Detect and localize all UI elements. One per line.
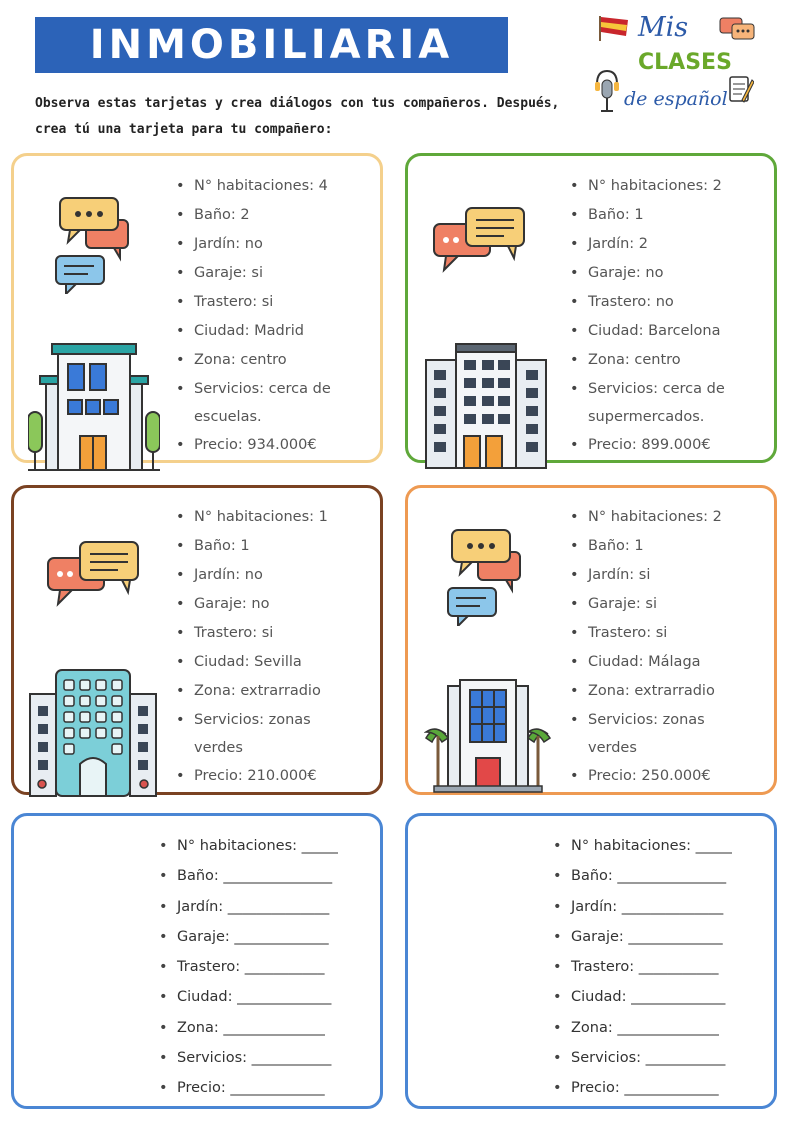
instructions-line-2: crea tú una tarjeta para tu compañero: bbox=[35, 122, 333, 137]
detail-garage: • Garaje: no bbox=[174, 590, 328, 619]
instructions bbox=[35, 91, 575, 143]
blank-services[interactable]: • Servicios: ___________ bbox=[157, 1043, 338, 1073]
blank-garage[interactable]: • Garaje: _____________ bbox=[157, 922, 338, 952]
property-card-madrid bbox=[11, 153, 383, 463]
blank-rooms[interactable]: • N° habitaciones: _____ bbox=[157, 831, 338, 861]
speech-bubbles-icon bbox=[46, 540, 142, 614]
detail-zone: • Zona: extrarradio bbox=[174, 677, 328, 706]
detail-price: • Precio: 250.000€ bbox=[568, 762, 722, 791]
detail-bathroom: • Baño: 1 bbox=[568, 532, 722, 561]
blank-price[interactable]: • Precio: _____________ bbox=[157, 1073, 338, 1103]
blank-price[interactable]: • Precio: _____________ bbox=[551, 1073, 732, 1103]
property-details-list bbox=[174, 503, 328, 791]
detail-services: • Servicios: zonas verdes bbox=[174, 706, 328, 762]
blank-card-right bbox=[405, 813, 777, 1109]
office-building-icon bbox=[28, 342, 160, 472]
detail-services: • Servicios: zonas verdes bbox=[568, 706, 722, 762]
instructions-line-1: Observa estas tarjetas y crea diálogos con tus compañeros. Después, bbox=[35, 96, 560, 111]
detail-rooms: • N° habitaciones: 2 bbox=[568, 503, 722, 532]
blank-zone[interactable]: • Zona: ______________ bbox=[157, 1013, 338, 1043]
logo-text-mis: Mis bbox=[638, 12, 689, 43]
blank-bathroom[interactable]: • Baño: _______________ bbox=[551, 861, 732, 891]
blank-bathroom[interactable]: • Baño: _______________ bbox=[157, 861, 338, 891]
detail-zone: • Zona: extrarradio bbox=[568, 677, 722, 706]
title-banner bbox=[35, 17, 508, 73]
detail-garage: • Garaje: no bbox=[568, 259, 725, 288]
detail-zone: • Zona: centro bbox=[568, 346, 725, 375]
logo-text-clases: CLASES bbox=[638, 50, 732, 75]
blank-garden[interactable]: • Jardín: ______________ bbox=[157, 892, 338, 922]
page-title: INMOBILIARIA bbox=[89, 22, 454, 68]
property-card-malaga bbox=[405, 485, 777, 795]
chat-bubbles-icon bbox=[718, 14, 756, 44]
blank-zone[interactable]: • Zona: ______________ bbox=[551, 1013, 732, 1043]
detail-bathroom: • Baño: 1 bbox=[568, 201, 725, 230]
detail-city: • Ciudad: Málaga bbox=[568, 648, 722, 677]
detail-garden: • Jardín: si bbox=[568, 561, 722, 590]
notepad-icon bbox=[728, 74, 754, 104]
detail-bathroom: • Baño: 2 bbox=[174, 201, 331, 230]
detail-price: • Precio: 210.000€ bbox=[174, 762, 328, 791]
blank-garage[interactable]: • Garaje: _____________ bbox=[551, 922, 732, 952]
speech-bubbles-icon bbox=[446, 526, 526, 626]
apartment-building-icon bbox=[424, 342, 548, 470]
detail-city: • Ciudad: Barcelona bbox=[568, 317, 725, 346]
property-card-barcelona bbox=[405, 153, 777, 463]
detail-garden: • Jardín: no bbox=[174, 561, 328, 590]
blank-storage[interactable]: • Trastero: ___________ bbox=[157, 952, 338, 982]
detail-storage: • Trastero: si bbox=[174, 288, 331, 317]
blank-rooms[interactable]: • N° habitaciones: _____ bbox=[551, 831, 732, 861]
detail-price: • Precio: 934.000€ bbox=[174, 431, 331, 460]
detail-rooms: • N° habitaciones: 1 bbox=[174, 503, 328, 532]
detail-city: • Ciudad: Madrid bbox=[174, 317, 331, 346]
detail-services: • Servicios: cerca de supermercados. bbox=[568, 375, 725, 431]
detail-bathroom: • Baño: 1 bbox=[174, 532, 328, 561]
property-details-list bbox=[174, 172, 331, 460]
detail-garden: • Jardín: no bbox=[174, 230, 331, 259]
property-details-list bbox=[568, 172, 725, 460]
detail-rooms: • N° habitaciones: 4 bbox=[174, 172, 331, 201]
blank-garden[interactable]: • Jardín: ______________ bbox=[551, 892, 732, 922]
detail-garage: • Garaje: si bbox=[568, 590, 722, 619]
spain-flag-icon bbox=[596, 14, 630, 42]
detail-price: • Precio: 899.000€ bbox=[568, 431, 725, 460]
detail-garden: • Jardín: 2 bbox=[568, 230, 725, 259]
blank-services[interactable]: • Servicios: ___________ bbox=[551, 1043, 732, 1073]
detail-garage: • Garaje: si bbox=[174, 259, 331, 288]
microphone-icon bbox=[594, 68, 620, 114]
logo bbox=[590, 8, 760, 118]
detail-city: • Ciudad: Sevilla bbox=[174, 648, 328, 677]
logo-text-espanol: de español bbox=[624, 88, 728, 110]
blank-card-left bbox=[11, 813, 383, 1109]
speech-bubbles-icon bbox=[432, 206, 528, 280]
blank-city[interactable]: • Ciudad: _____________ bbox=[157, 982, 338, 1012]
blank-details-list bbox=[551, 831, 732, 1104]
detail-storage: • Trastero: no bbox=[568, 288, 725, 317]
detail-zone: • Zona: centro bbox=[174, 346, 331, 375]
detail-storage: • Trastero: si bbox=[568, 619, 722, 648]
detail-rooms: • N° habitaciones: 2 bbox=[568, 172, 725, 201]
tower-building-icon bbox=[28, 668, 158, 798]
hotel-building-icon bbox=[424, 678, 552, 794]
blank-details-list bbox=[157, 831, 338, 1104]
blank-storage[interactable]: • Trastero: ___________ bbox=[551, 952, 732, 982]
blank-city[interactable]: • Ciudad: _____________ bbox=[551, 982, 732, 1012]
property-details-list bbox=[568, 503, 722, 791]
speech-bubbles-icon bbox=[54, 194, 134, 294]
detail-services: • Servicios: cerca de escuelas. bbox=[174, 375, 331, 431]
property-card-sevilla bbox=[11, 485, 383, 795]
detail-storage: • Trastero: si bbox=[174, 619, 328, 648]
